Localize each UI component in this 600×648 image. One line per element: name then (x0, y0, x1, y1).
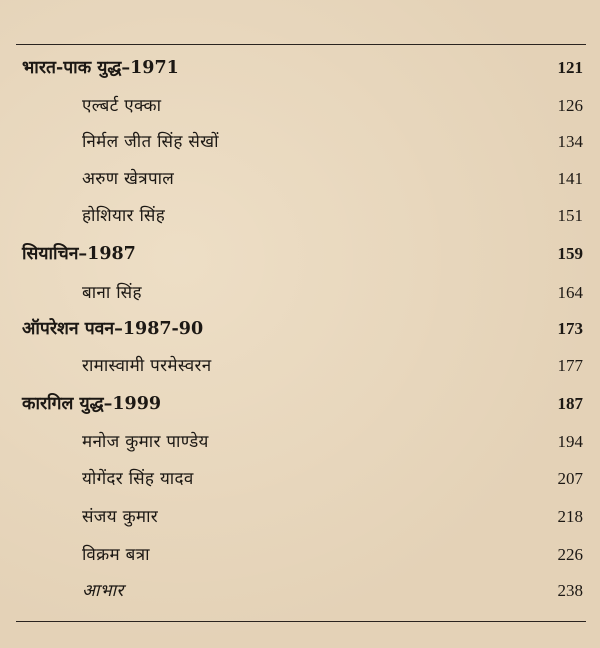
toc-section-row (0, 314, 600, 344)
toc-item-row (0, 502, 600, 532)
toc-section-row (0, 389, 600, 419)
toc-page-number: 207 (557, 469, 583, 488)
toc-item-row (0, 91, 600, 121)
toc-page-number: 121 (557, 58, 583, 77)
toc-page-number: 194 (557, 432, 583, 451)
toc-item-row (0, 351, 600, 381)
toc-page-number: 226 (557, 545, 583, 564)
toc-page-number: 159 (557, 244, 583, 263)
toc-page-number: 151 (557, 206, 583, 225)
toc-item-title: संजय कुमार (82, 507, 159, 527)
toc-item-row (0, 464, 600, 494)
toc-page-number: 126 (557, 96, 583, 115)
top-rule (16, 44, 586, 45)
toc-section-title: सियाचिन–1987 (22, 244, 136, 264)
toc-page-number: 238 (557, 581, 583, 600)
toc-item-title: एल्बर्ट एक्का (82, 96, 162, 116)
toc-page-number: 173 (557, 319, 583, 338)
toc-page-number: 177 (557, 356, 583, 375)
toc-section-row (0, 53, 600, 83)
toc-item-title: निर्मल जीत सिंह सेखों (82, 132, 219, 152)
toc-section-title: भारत-पाक युद्ध–1971 (22, 58, 179, 78)
toc-item-row (0, 540, 600, 570)
toc-item-row (0, 278, 600, 308)
toc-item-title: मनोज कुमार पाण्डेय (82, 432, 209, 452)
toc-item-title: रामास्वामी परमेस्वरन (82, 356, 212, 376)
toc-item-title: बाना सिंह (82, 283, 142, 303)
toc-item-row (0, 127, 600, 157)
toc-item-title: अरुण खेत्रपाल (82, 169, 175, 189)
toc-page-number: 164 (557, 283, 583, 302)
toc-item-row (0, 427, 600, 457)
toc-item-title: होशियार सिंह (82, 206, 166, 226)
toc-item-row (0, 201, 600, 231)
toc-item-row (0, 164, 600, 194)
toc-section-title: कारगिल युद्ध–1999 (22, 394, 162, 414)
toc-page-number: 141 (557, 169, 583, 188)
toc-page-number: 134 (557, 132, 583, 151)
toc-section-row (0, 239, 600, 269)
toc-page-number: 218 (557, 507, 583, 526)
bottom-rule (16, 621, 586, 622)
toc-item-title: योगेंदर सिंह यादव (82, 469, 194, 489)
toc-page-number: 187 (557, 394, 583, 413)
toc-section-title: ऑपरेशन पवन–1987-90 (22, 319, 204, 339)
toc-item-row (0, 576, 600, 606)
toc-item-title: विक्रम बत्रा (82, 545, 150, 565)
toc-item-title: आभार (82, 581, 124, 601)
